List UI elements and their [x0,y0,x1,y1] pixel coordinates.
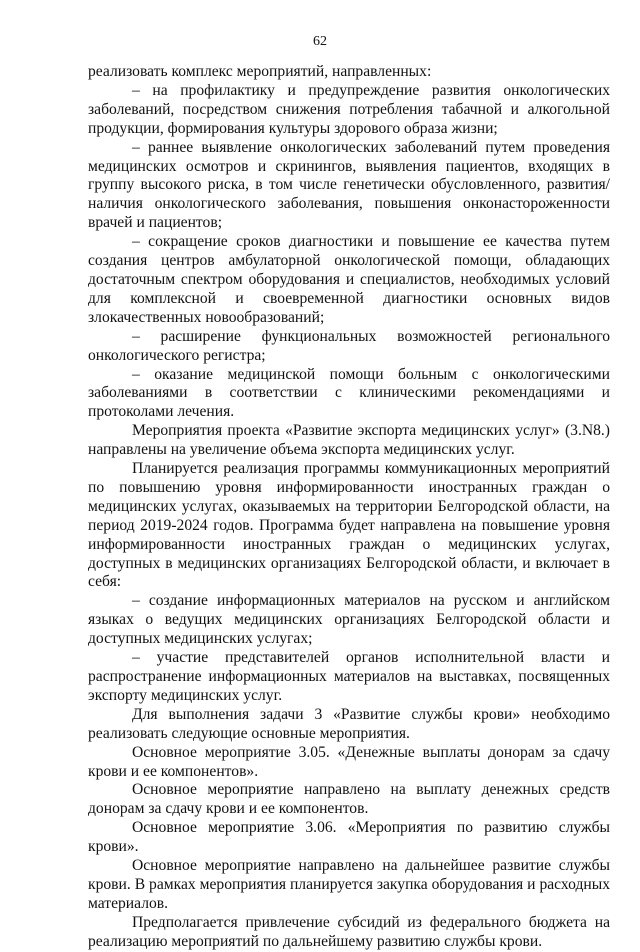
page-number: 62 [313,34,327,49]
paragraph: Предполагается привлечение субсидий из федерального бюджета на реализацию мероприятий по дальнейшему развитию службы крови. [88,913,610,950]
paragraph: Основное мероприятие 3.06. «Мероприятия по развитию службы крови». [88,819,610,856]
document-body [88,63,610,952]
paragraph: Основное мероприятие 3.05. «Денежные выплаты донорам за сдачу крови и ее компонентов». [88,743,610,780]
paragraph: – создание информационных материалов на русском и английском языках о ведущих медицинских организациях Белгородской области и доступных медицинских услугах; [88,592,610,648]
paragraph: Планируется реализация программы коммуникационных мероприятий по повышению уровня информированности иностранных граждан о медицинских услугах, оказываемых на территории Белгородской области, на период 2019-2024 годов. Программа будет направлена на повышение уровня информированности иностранных граждан о медицинских услугах, доступных в медицинских организациях Белгородской области, и включает в себя: [88,460,610,591]
paragraph: Основное мероприятие направлено на выплату денежных средств донорам за сдачу крови и ее компонентов. [88,781,610,818]
paragraph: – на профилактику и предупреждение развития онкологических заболеваний, посредством снижения потребления табачной и алкогольной продукции, формирования культуры здорового образа жизни; [88,81,610,137]
paragraph: – сокращение сроков диагностики и повышение ее качества путем создания центров амбулаторной онкологической помощи, обладающих достаточным спектром оборудования и специалистов, необходимых условий для комплексной и своевременной диагностики основных видов злокачественных новообразований; [88,233,610,326]
paragraph: Мероприятия проекта «Развитие экспорта медицинских услуг» (3.N8.) направлены на увеличение объема экспорта медицинских услуг. [88,422,610,459]
paragraph: – оказание медицинской помощи больным с онкологическими заболеваниями в соответствии с клиническими рекомендациями и протоколами лечения. [88,365,610,421]
paragraph: – расширение функциональных возможностей регионального онкологического регистра; [88,327,610,364]
paragraph: – раннее выявление онкологических заболеваний путем проведения медицинских осмотров и скринингов, выявления пациентов, входящих в группу высокого риска, в том числе генетически обусловленного, развития/наличия онкологического заболевания, повышения онконастороженности врачей и пациентов; [88,138,610,232]
paragraph: реализовать комплекс мероприятий, направленных: [88,63,432,80]
paragraph: Основное мероприятие направлено на дальнейшее развитие службы крови. В рамках мероприятия планируется закупка оборудования и расходных материалов. [88,857,610,912]
paragraph: Для выполнения задачи 3 «Развитие службы крови» необходимо реализовать следующие основные мероприятия. [88,705,610,742]
paragraph: – участие представителей органов исполнительной власти и распространение информационных материалов на выставках, посвященных экспорту медицинских услуг. [88,649,610,704]
